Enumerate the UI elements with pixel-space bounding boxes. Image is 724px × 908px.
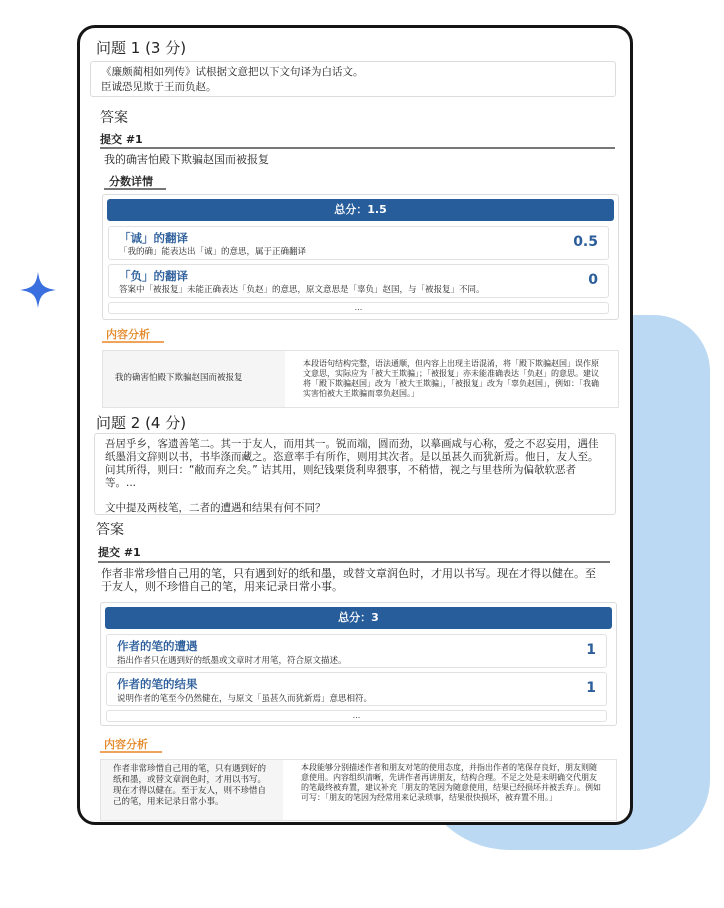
- tablet-frame: [77, 25, 633, 825]
- score-item-value: 1: [586, 642, 596, 658]
- submission-label: 提交 #1: [98, 546, 141, 559]
- submission-text: 我的确害怕殿下欺骗赵国而被报复: [104, 153, 269, 166]
- submission-text: 作者非常珍惜自己用的笔，只有遇到好的纸和墨，或替文章润色时，才用以书写。现在才得以健在。至于友人，则不珍惜自己的笔，用来记录日常小事。: [101, 567, 596, 593]
- question-text: 文中提及两枝笔，二者的遭遇和结果有何不同？: [105, 502, 326, 514]
- analysis-student-text: 我的确害怕殿下欺骗赵国而被报复: [103, 351, 285, 407]
- tab-score-details[interactable]: 分数详情: [109, 175, 153, 188]
- analysis-feedback-text: 本段能够分别描述作者和朋友对笔的使用态度，并指出作者的笔保存良好，朋友则随意使用。内容组织清晰，先讲作者再讲朋友，结构合理。不足之处是未明确交代朋友的笔最终被弃置，建议补充「朋友的笔因为随意使用，结果已经损坏并被丢弃」。例如可写：「朋友的笔因为经常用来记录琐事，结果很快损坏，被弃置不用。」: [301, 763, 601, 802]
- prompt-line: 《廉颇蔺相如列传》试根据文意把以下文句译为白话文。: [101, 66, 364, 78]
- score-item: [108, 226, 609, 260]
- score-item-title: 「诚」的翻译: [119, 231, 188, 245]
- analysis-student-text: 作者非常珍惜自己用的笔，只有遇到好的纸和墨，或替文章润色时，才用以书写。现在才得以健在。至于友人，则不珍惜自己的笔，用来记录日常小事。: [101, 760, 283, 820]
- score-item-title: 作者的笔的遭遇: [117, 639, 198, 653]
- score-item-value: 1: [586, 680, 596, 696]
- score-item-value: 0: [588, 272, 598, 288]
- analysis-panel: [100, 759, 617, 821]
- analysis-label: 内容分析: [104, 738, 148, 751]
- score-item-desc: 「我的确」能表达出「诚」的意思，属于正确翻译: [119, 247, 307, 257]
- score-item: [108, 264, 609, 298]
- show-more-button[interactable]: ...: [106, 710, 607, 722]
- prompt-line: 臣诚恐见欺于王而负赵。: [101, 81, 217, 93]
- sparkle-icon: [18, 270, 58, 310]
- score-panel: [100, 602, 617, 726]
- tab-underline: [104, 188, 166, 190]
- question-1-title: 问题 1 (3 分): [96, 39, 187, 57]
- passage-text: 吾居乎乡，客遗善笔二。其一于友人，而用其一。锐而端，圆而劲，以摹画咸与心称，爱之不忍妄用，遇佳纸墨涓文辞则以书，书毕涤而藏之。恣意率手有所作，则用其次者。是以虽甚久而犹新焉。他日，友人至。问其所得，则曰：“敝而弃之矣。” 诘其用，则纪钱栗货利卑猥事，不稍惜，视之与里巷所为偏欹软恶者等。...: [105, 438, 599, 489]
- score-panel: [102, 194, 619, 320]
- analysis-underline: [102, 341, 164, 343]
- total-score: 总分：1.5: [107, 199, 614, 221]
- answer-heading: 答案: [100, 110, 128, 126]
- submission-label: 提交 #1: [100, 133, 143, 146]
- score-item-title: 「负」的翻译: [119, 269, 188, 283]
- score-item: [106, 672, 607, 706]
- analysis-label: 内容分析: [106, 328, 150, 341]
- question-2-title: 问题 2 (4 分): [96, 414, 187, 432]
- question-1-prompt: [90, 61, 616, 97]
- score-item-desc: 指出作者只在遇到好的纸墨或文章时才用笔，符合原文描述。: [117, 656, 347, 666]
- analysis-feedback-text: 本段语句结构完整，语法通顺，但内容上出现主语混淆，将「殿下欺骗赵国」误作原文意思，实际应为「被大王欺骗」；「被报复」亦未能准确表达「负赵」的意思。建议将「殿下欺骗赵国」改为「被大王欺骗」，「被报复」改为「辜负赵国」，例如：「我确实害怕被大王欺骗而辜负赵国。」: [303, 359, 599, 398]
- score-item-desc: 答案中「被报复」未能正确表达「负赵」的意思，原文意思是「辜负」赵国，与「被报复」不同。: [119, 285, 485, 295]
- score-item-value: 0.5: [573, 234, 598, 250]
- show-more-button[interactable]: ...: [108, 302, 609, 314]
- divider: [98, 561, 610, 563]
- answer-heading: 答案: [96, 522, 124, 538]
- question-2-prompt: [94, 433, 616, 515]
- analysis-underline: [100, 751, 162, 753]
- score-item: [106, 634, 607, 668]
- analysis-panel: [102, 350, 619, 408]
- divider: [100, 147, 615, 149]
- score-item-title: 作者的笔的结果: [117, 677, 198, 691]
- score-item-desc: 说明作者的笔至今仍然健在，与原文「虽甚久而犹新焉」意思相符。: [117, 694, 373, 704]
- total-score: 总分：3: [105, 607, 612, 629]
